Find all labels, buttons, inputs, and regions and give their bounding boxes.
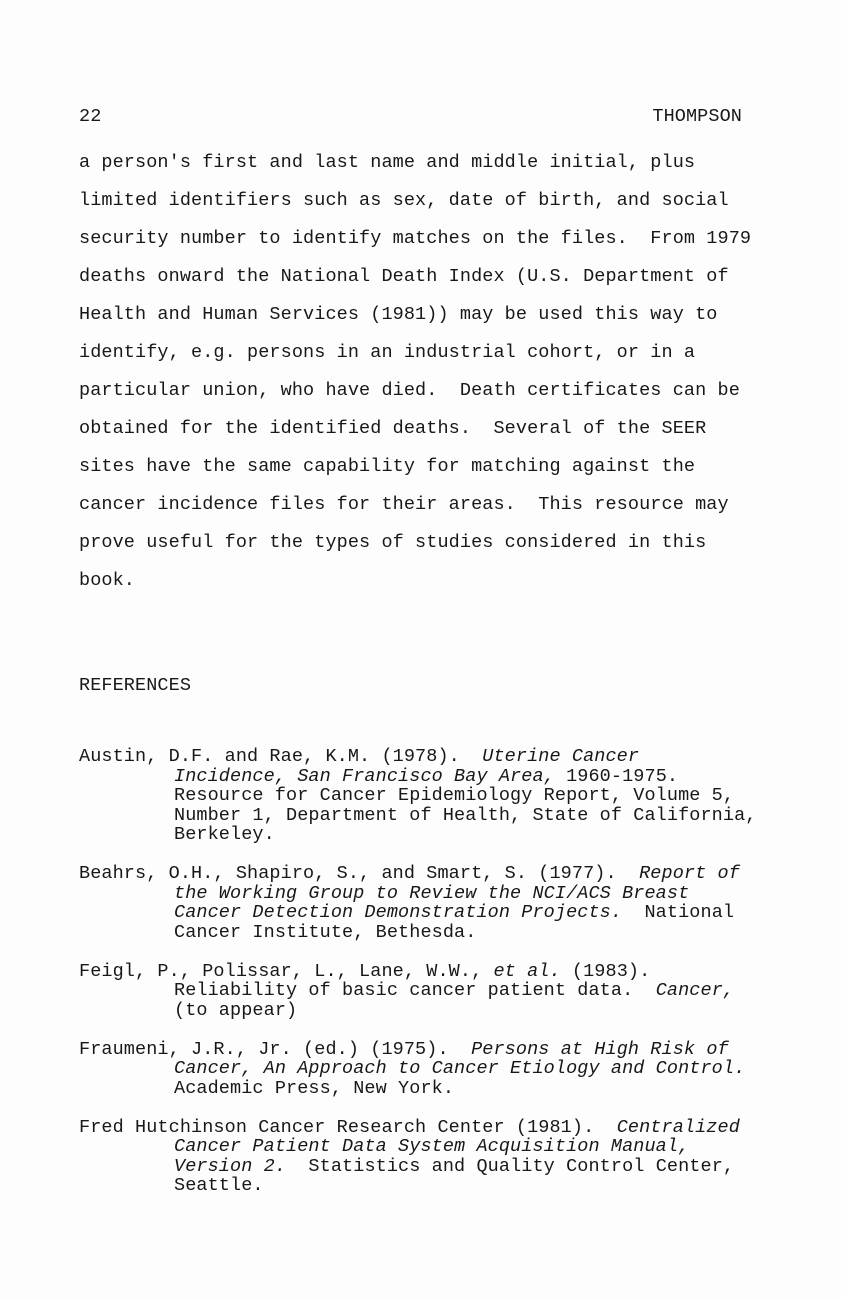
reference-text: Beahrs, O.H., Shapiro, S., and Smart, S. (1977).	[79, 863, 640, 884]
reference-text: Statistics and Quality Control Center,	[286, 1155, 735, 1177]
reference-line	[79, 923, 821, 943]
reference-title-italic: Version 2.	[174, 1155, 287, 1177]
reference-title-italic: Centralized	[616, 1116, 740, 1138]
references-heading: REFERENCES	[79, 675, 192, 696]
reference-text: (1983).	[560, 960, 651, 982]
reference-text: Fred Hutchinson Cancer Research Center (1981).	[79, 1116, 617, 1138]
reference-entry	[79, 1040, 821, 1099]
reference-line	[79, 1137, 821, 1157]
reference-line	[79, 962, 821, 982]
page-number: 22	[79, 106, 102, 127]
reference-title-italic: the Working Group to Review the NCI/ACS Breast	[174, 882, 690, 904]
reference-title-italic: Incidence, San Francisco Bay Area,	[174, 765, 555, 787]
body-line: identify, e.g. persons in an industrial cohort, or in a	[79, 342, 696, 363]
body-line: cancer incidence files for their areas. This resource may	[79, 494, 729, 515]
reference-line	[79, 825, 821, 845]
reference-line	[79, 884, 821, 904]
reference-line	[79, 1118, 821, 1138]
reference-text: Resource for Cancer Epidemiology Report, Volume 5,	[174, 785, 735, 806]
reference-text: Austin, D.F. and Rae, K.M. (1978).	[79, 746, 483, 767]
reference-line	[79, 1040, 821, 1060]
reference-line	[79, 767, 821, 787]
references-list	[79, 747, 821, 1215]
reference-text: Fraumeni, J.R., Jr. (ed.) (1975).	[79, 1038, 472, 1060]
body-line: limited identifiers such as sex, date of birth, and social	[79, 190, 729, 211]
reference-entry	[79, 864, 821, 942]
reference-line	[79, 1059, 821, 1079]
body-line: deaths onward the National Death Index (U.S. Department of	[79, 266, 729, 287]
reference-line	[79, 1079, 821, 1099]
reference-text: Academic Press, New York.	[174, 1077, 455, 1099]
body-line: book.	[79, 570, 136, 591]
reference-text: National	[622, 902, 735, 923]
reference-line	[79, 747, 821, 767]
body-line: prove useful for the types of studies considered in this	[79, 532, 707, 553]
body-line: sites have the same capability for matching against the	[79, 456, 696, 477]
reference-text: (to appear)	[174, 999, 298, 1021]
body-line: obtained for the identified deaths. Several of the SEER	[79, 418, 707, 439]
reference-line	[79, 864, 821, 884]
reference-title-italic: Cancer, An Approach to Cancer Etiology and Control.	[174, 1058, 746, 1079]
reference-entry	[79, 962, 821, 1021]
body-line: particular union, who have died. Death certificates can be	[79, 380, 740, 401]
reference-line	[79, 981, 821, 1001]
body-line: Health and Human Services (1981)) may be used this way to	[79, 304, 718, 325]
reference-line	[79, 806, 821, 826]
reference-title-italic: Cancer,	[655, 980, 735, 1001]
reference-text: Number 1, Department of Health, State of California,	[174, 804, 757, 826]
reference-title-italic: Uterine Cancer	[482, 746, 640, 767]
reference-line	[79, 1001, 821, 1021]
reference-text: 1960-1975.	[554, 765, 679, 787]
reference-text: Berkeley.	[174, 824, 275, 845]
reference-title-italic: Cancer Patient Data System Acquisition Manual,	[174, 1136, 690, 1157]
reference-entry	[79, 1118, 821, 1196]
reference-text: Feigl, P., Polissar, L., Lane, W.W.,	[79, 960, 494, 982]
reference-line	[79, 1176, 821, 1196]
reference-title-italic: Cancer Detection Demonstration Projects.	[174, 902, 623, 923]
reference-line	[79, 903, 821, 923]
body-paragraph	[79, 144, 801, 600]
reference-line	[79, 786, 821, 806]
running-head: THOMPSON	[652, 106, 742, 127]
reference-text: Cancer Institute, Bethesda.	[174, 921, 477, 943]
body-line: security number to identify matches on the files. From 1979	[79, 228, 752, 249]
reference-title-italic: et al.	[493, 960, 561, 982]
page-header	[79, 106, 742, 128]
reference-text: Seattle.	[174, 1175, 264, 1196]
reference-entry	[79, 747, 821, 845]
reference-line	[79, 1157, 821, 1177]
reference-title-italic: Persons at High Risk of	[471, 1038, 729, 1060]
body-line: a person's first and last name and middle initial, plus	[79, 152, 696, 173]
reference-title-italic: Report of	[639, 863, 740, 884]
reference-text: Reliability of basic cancer patient data.	[174, 980, 656, 1001]
